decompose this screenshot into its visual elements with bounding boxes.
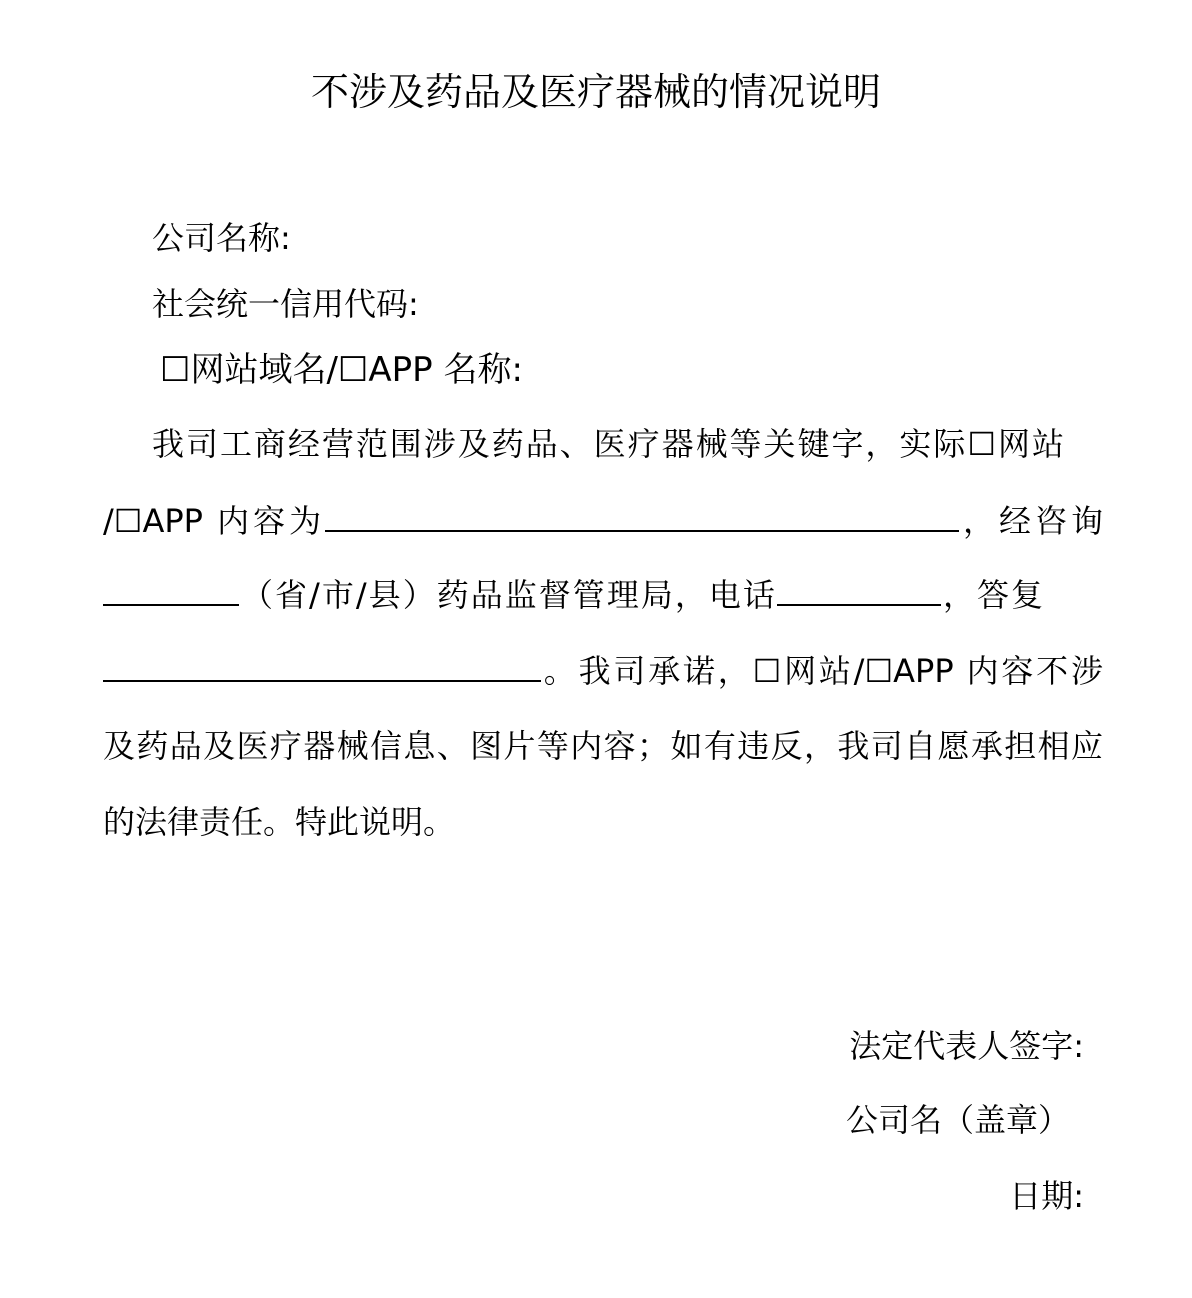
company-seal-label: 公司名（盖章）	[845, 1101, 1070, 1139]
paragraph-line-3-middle: （省/市/县）药品监督管理局，电话	[239, 576, 777, 614]
phone-blank	[777, 572, 941, 606]
legal-representative-signature-label: 法定代表人签字:	[849, 1027, 1084, 1065]
paragraph-line-1: 我司工商经营范围涉及药品、医疗器械等关键字，实际☐网站	[152, 425, 1064, 463]
paragraph-line-3-end: ，答复	[940, 576, 1043, 614]
paragraph-line-4-text: 。我司承诺，☐网站/☐APP 内容不涉	[541, 652, 1103, 690]
document-title: 不涉及药品及医疗器械的情况说明	[310, 70, 881, 114]
content-blank	[325, 498, 959, 532]
paragraph-line-2-end: ，经咨询	[959, 502, 1103, 540]
reply-blank	[103, 648, 541, 682]
paragraph-line-3	[103, 572, 1043, 617]
region-blank	[103, 572, 239, 606]
site-app-name-label: ☐网站域名/☐APP 名称:	[160, 350, 523, 390]
paragraph-line-5: 及药品及医疗器械信息、图片等内容；如有违反，我司自愿承担相应	[103, 727, 1103, 765]
date-label: 日期:	[1009, 1177, 1084, 1215]
credit-code-label: 社会统一信用代码:	[152, 285, 419, 323]
paragraph-line-2-start: /☐APP 内容为	[103, 502, 326, 540]
company-name-label: 公司名称:	[152, 219, 291, 257]
paragraph-line-4	[103, 648, 1103, 693]
paragraph-line-6: 的法律责任。特此说明。	[103, 803, 456, 841]
paragraph-line-2	[103, 498, 1103, 543]
